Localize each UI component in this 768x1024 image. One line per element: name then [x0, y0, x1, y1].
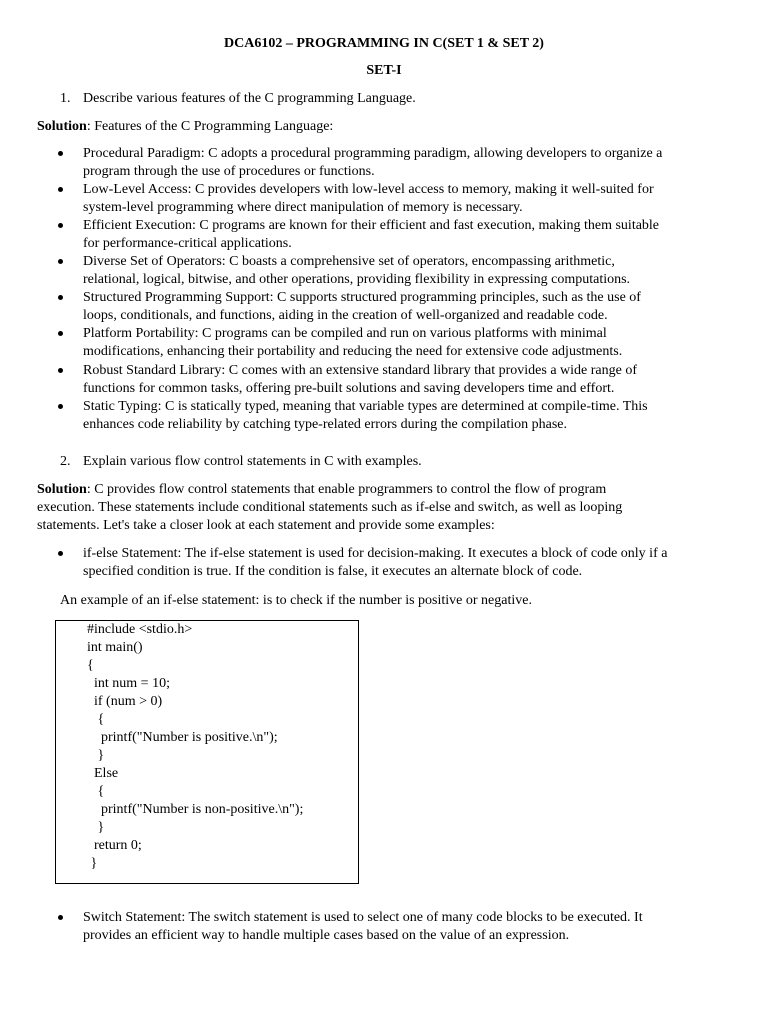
- bullet-icon: [58, 151, 63, 156]
- code-line: {: [87, 658, 94, 673]
- code-example-box: [55, 620, 359, 884]
- bullet-icon: [58, 187, 63, 192]
- list-item-line: relational, logical, bitwise, and other operations, providing flexibility in expressing computations.: [83, 272, 631, 287]
- list-item-line: provides an efficient way to handle multiple cases based on the value of an expression.: [83, 928, 570, 943]
- code-line: }: [87, 748, 105, 763]
- bullet-icon: [58, 368, 63, 373]
- solution-1: [37, 118, 737, 136]
- example-intro: An example of an if-else statement: is to check if the number is positive or negative.: [60, 593, 532, 608]
- question-1-text: Describe various features of the C programming Language.: [83, 91, 416, 106]
- list-item-line: Low-Level Access: C provides developers with low-level access to memory, making it well-suited for: [83, 182, 654, 197]
- list-item-line: Static Typing: C is statically typed, meaning that variable types are determined at compile-time. This: [83, 399, 648, 414]
- question-2-text: Explain various flow control statements in C with examples.: [83, 454, 422, 469]
- solution-2-line: execution. These statements include conditional statements such as if-else and switch, as well as looping: [37, 500, 623, 515]
- code-line: {: [87, 712, 105, 727]
- list-item-line: Procedural Paradigm: C adopts a procedural programming paradigm, allowing developers to organize a: [83, 146, 663, 161]
- code-line: return 0;: [87, 838, 142, 853]
- list-item-line: modifications, enhancing their portability and reducing the need for extensive code adjustments.: [83, 344, 623, 359]
- code-line: }: [87, 820, 105, 835]
- set-heading: SET-I: [366, 63, 402, 78]
- solution-2-text: : C provides flow control statements that enable programmers to control the flow of program: [86, 482, 607, 497]
- code-line: if (num > 0): [87, 694, 163, 709]
- solution-2-line: statements. Let's take a closer look at each statement and provide some examples:: [37, 518, 495, 533]
- bullet-icon: [58, 259, 63, 264]
- code-line: printf("Number is non-positive.\n");: [87, 802, 304, 817]
- question-1-number: 1.: [60, 91, 71, 106]
- list-item-line: Platform Portability: C programs can be compiled and run on various platforms with minimal: [83, 326, 607, 341]
- question-2-number: 2.: [60, 454, 71, 469]
- list-item-line: Structured Programming Support: C supports structured programming principles, such as the use of: [83, 290, 641, 305]
- code-line: Else: [87, 766, 119, 781]
- solution-1-text: : Features of the C Programming Language:: [86, 119, 334, 134]
- bullet-icon: [58, 295, 63, 300]
- code-line: int num = 10;: [87, 676, 170, 691]
- code-line: #include <stdio.h>: [87, 622, 193, 637]
- list-item-line: program through the use of procedures or functions.: [83, 164, 375, 179]
- document-title: DCA6102 – PROGRAMMING IN C(SET 1 & SET 2): [224, 36, 544, 51]
- list-item-line: Efficient Execution: C programs are known for their efficient and fast execution, making them suitable: [83, 218, 660, 233]
- list-item-line: enhances code reliability by catching type-related errors during the compilation phase.: [83, 417, 567, 432]
- bullet-icon: [58, 331, 63, 336]
- code-line: }: [87, 856, 98, 871]
- bullet-icon: [58, 404, 63, 409]
- list-item-line: if-else Statement: The if-else statement is used for decision-making. It executes a block of code only if a: [83, 546, 668, 561]
- code-line: printf("Number is positive.\n");: [87, 730, 278, 745]
- list-item-line: system-level programming where direct manipulation of memory is necessary.: [83, 200, 523, 215]
- list-item-line: Switch Statement: The switch statement is used to select one of many code blocks to be executed. It: [83, 910, 643, 925]
- list-item-line: specified condition is true. If the condition is false, it executes an alternate block of code.: [83, 564, 583, 579]
- list-item-line: Diverse Set of Operators: C boasts a comprehensive set of operators, encompassing arithmetic,: [83, 254, 615, 269]
- code-line: {: [87, 784, 105, 799]
- bullet-icon: [58, 915, 63, 920]
- solution-2-label: Solution: [37, 482, 87, 497]
- list-item-line: Robust Standard Library: C comes with an extensive standard library that provides a wide range of: [83, 363, 638, 378]
- bullet-icon: [58, 551, 63, 556]
- list-item-line: loops, conditionals, and functions, aiding in the creation of well-organized and readable code.: [83, 308, 608, 323]
- solution-1-label: Solution: [37, 119, 87, 134]
- bullet-icon: [58, 223, 63, 228]
- list-item-line: functions for common tasks, offering pre-built solutions and saving developers time and effort.: [83, 381, 615, 396]
- solution-2: [37, 481, 737, 499]
- code-line: int main(): [87, 640, 143, 655]
- list-item-line: for performance-critical applications.: [83, 236, 292, 251]
